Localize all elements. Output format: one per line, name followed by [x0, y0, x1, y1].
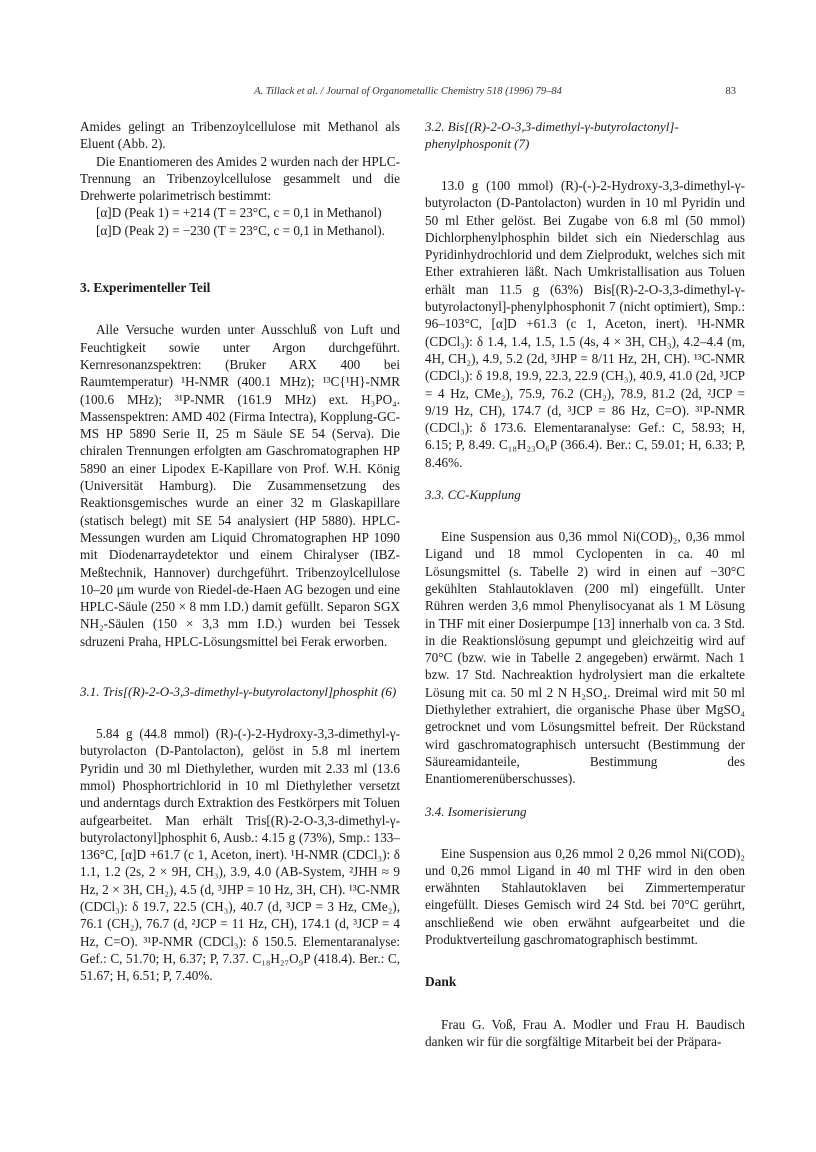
acknowledgement-paragraph: Frau G. Voß, Frau A. Modler und Frau H. Baudisch danken wir für die sorgfältige Mitarbeit bei der Präpara-	[425, 1016, 745, 1049]
subsection-heading-3-2: 3.2. Bis[(R)-2-O-3,3-dimethyl-γ-butyrolactonyl]-phenylphosponit (7)	[425, 119, 679, 151]
running-header	[80, 86, 736, 102]
rotation-peak-2: [α]D (Peak 2) = −230 (T = 23°C, c = 0,1 in Methanol).	[96, 222, 385, 238]
rotation-peak-1: [α]D (Peak 1) = +214 (T = 23°C, c = 0,1 in Methanol)	[96, 205, 382, 221]
running-title: A. Tillack et al. / Journal of Organometallic Chemistry 518 (1996) 79–84	[254, 86, 562, 97]
subsection-paragraph-3-4: Eine Suspension aus 0,26 mmol 2 0,26 mmol Ni(COD)₂ und 0,26 mmol Ligand in 40 ml THF wird in den oben erwähnten Stahlautoklaven bei Zimmertemperatur eingefüllt. Dieses Gemisch wird 24 Std. bei 70°C gerührt, anschließend wie oben erwähnt aufgearbeitet und die Produktverteilung gaschromatographisch bestimmt.	[425, 845, 745, 947]
acknowledgement-heading: Dank	[425, 974, 457, 990]
subsection-paragraph-3-1: 5.84 g (44.8 mmol) (R)-(-)-2-Hydroxy-3,3-dimethyl-γ-butyrolacton (D-Pantolacton), gelöst in 5.8 ml inertem Pyridin und 30 ml Diethylether, wurden mit 2.33 ml (13.6 mmol) Phosphortrichlorid in 10 ml Diethylether versetzt und anderntags durch Extraktion des Festkörpers mit Toluen aufgearbeitet. Man erhält Tris[(R)-2-O-3,3-dimethyl-γ-butyrolactonyl]phosphit 6, Ausb.: 4.15 g (73%), Smp.: 133–136°C, [α]D +61.7 (c 1, Aceton, inert). ¹H-NMR (CDCl₃): δ 1.1, 1.2 (2s, 2 × 9H, CH₃), 3.9, 4.0 (AB-System, ²JHH ≈ 9 Hz, 2 × 3H, CH₂), 4.5 (d, ³JHP = 10 Hz, 3H, CH). ¹³C-NMR (CDCl₃): δ 19.7, 22.5 (CH₃), 40.7 (d, ³JCP = 3 Hz, CMe₂), 76.1 (CH₂), 76.7 (d, ²JCP = 11 Hz, CH), 174.1 (d, ³JCP = 4 Hz, C=O). ³¹P-NMR (CDCl₃): δ 150.5. Elementaranalyse: Gef.: C, 51.70; H, 6.37; P, 7.37. C₁₈H₂₇O₉P (418.4). Ber.: C, 51.67; H, 6.51; P, 7.40%.	[80, 726, 400, 984]
subsection-heading-3-1: 3.1. Tris[(R)-2-O-3,3-dimethyl-γ-butyrolactonyl]phosphit (6)	[80, 684, 397, 700]
subsection-heading-3-4: 3.4. Isomerisierung	[425, 803, 527, 819]
subsection-paragraph-3-3: Eine Suspension aus 0,36 mmol Ni(COD)₂, 0,36 mmol Ligand und 18 mmol Cyclopenten in ca. 40 ml Lösungsmittel (s. Tabelle 2) wird in einen auf −30°C gekühlten Stahlautoklaven (200 ml) eingefüllt. Unter Rühren werden 3,6 mmol Phenylisocyanat als 1 M Lösung in THF mit einer Dosierpumpe [13] innerhalb von ca. 3 Std. in die Reaktionslösung gepumpt und gleichzeitig wird auf 70°C (bzw. wie in Tabelle 2 angegeben) erwärmt. Nach 1 bzw. 17 Std. Nachreaktion hydrolysiert man die erkaltete Lösung mit ca. 50 ml 2 N H₂SO₄. Dreimal wird mit 50 ml Diethylether extrahiert, die organische Phase über MgSO₄ getrocknet und vom Lösungsmittel befreit. Der Rückstand wird gaschromatographisch untersucht (Bestimmung der Säureamidanteile, Bestimmung des Enantiomerenüberschusses).	[425, 529, 745, 787]
intro-paragraph: Die Enantiomeren des Amides 2 wurden nach der HPLC-Trennung an Tribenzoylcellulose gesammelt und die Drehwerte polarimetrisch bestimmt:	[80, 153, 400, 204]
subsection-heading-3-3: 3.3. CC-Kupplung	[425, 487, 521, 503]
page-number: 83	[725, 86, 736, 97]
left-column	[80, 118, 400, 984]
section-heading-experimental: 3. Experimenteller Teil	[80, 280, 211, 296]
subsection-paragraph-3-2: 13.0 g (100 mmol) (R)-(-)-2-Hydroxy-3,3-dimethyl-γ-butyrolacton (D-Pantolacton) wurden in 10 ml Pyridin und 50 ml Ether gelöst. Bei Zugabe von 6.8 ml (50 mmol) Dichlorphenylphosphin bildet sich ein Niederschlag aus Pyridinhydrochlorid und dem Zielprodukt, welches sich mit Ether extrahieren läßt. Nach Umkristallisation aus Toluen erhält man 11.5 g (63%) Bis[(R)-2-O-3,3-dimethyl-γ-butyrolactonyl]-phenylphosphonit 7 (nicht optimiert), Smp.: 96–103°C, [α]D +61.3 (c 1, Aceton, inert). ¹H-NMR (CDCl₃): δ 1.4, 1.4, 1.5, 1.5 (4s, 4 × 3H, CH₃), 4.2–4.4 (m, 4H, CH₂), 4.9, 5.2 (2d, ³JHP = 8/11 Hz, 2H, CH). ¹³C-NMR (CDCl₃): δ 19.8, 19.9, 22.3, 22.9 (CH₃), 40.9, 41.0 (2d, ³JCP = 4 Hz, CMe₂), 75.9, 76.2 (CH₂), 78.9, 81.2 (2d, ²JCP = 9/19 Hz, CH), 174.7 (d, ³JCP = 86 Hz, C=O). ³¹P-NMR (CDCl₃): δ 173.6. Elementaranalyse: Gef.: C, 58.93; H, 6.15; P, 8.49. C₁₈H₂₃O₆P (366.4). Ber.: C, 59.01; H, 6.33; P, 8.46%.	[425, 178, 745, 470]
experimental-paragraph: Alle Versuche wurden unter Ausschluß von Luft und Feuchtigkeit sowie unter Argon durchgeführt. Kernresonanzspektren: (Bruker ARX 400 bei Raumtemperatur) ¹H-NMR (400.1 MHz); ¹³C{¹H}-NMR (100.6 MHz); ³¹P-NMR (161.9 MHz) ext. H₃PO₄. Massenspektren: AMD 402 (Firma Intectra), Kopplung-GC-MS HP 5890 Serie II, 25 m Säule SE 54 (Serva). Die chiralen Trennungen erfolgten am Gaschromatographen HP 5890 an einer Lipodex E-Kapillare von Prof. W.H. König (Universität Hamburg). Die Zusammensetzung des Reaktionsgemisches wurde an einer 32 m Glaskapillare (statisch belegt) mit SE 54 analysiert (HP 5880). HPLC-Messungen wurden am Liquid Chromatographen HP 1090 mit Diodenarraydetektor und einem Chiralyser (IBZ-Meßtechnik, Hannover) durchgeführt. Tribenzoylcellulose 10–20 μm wurde von Riedel-de-Haen AG bezogen und eine HPLC-Säule (250 × 8 mm I.D.) damit gefüllt. Separon SGX NH₂-Säulen (150 × 3,3 mm I.D.) wurden bei Tessek sdruzeni Praha, HPLC-Lösungsmittel bei Ferak erworben.	[80, 322, 400, 649]
right-column	[425, 118, 745, 1050]
intro-continuation: Amides gelingt an Tribenzoylcellulose mit Methanol als Eluent (Abb. 2).	[80, 119, 400, 152]
